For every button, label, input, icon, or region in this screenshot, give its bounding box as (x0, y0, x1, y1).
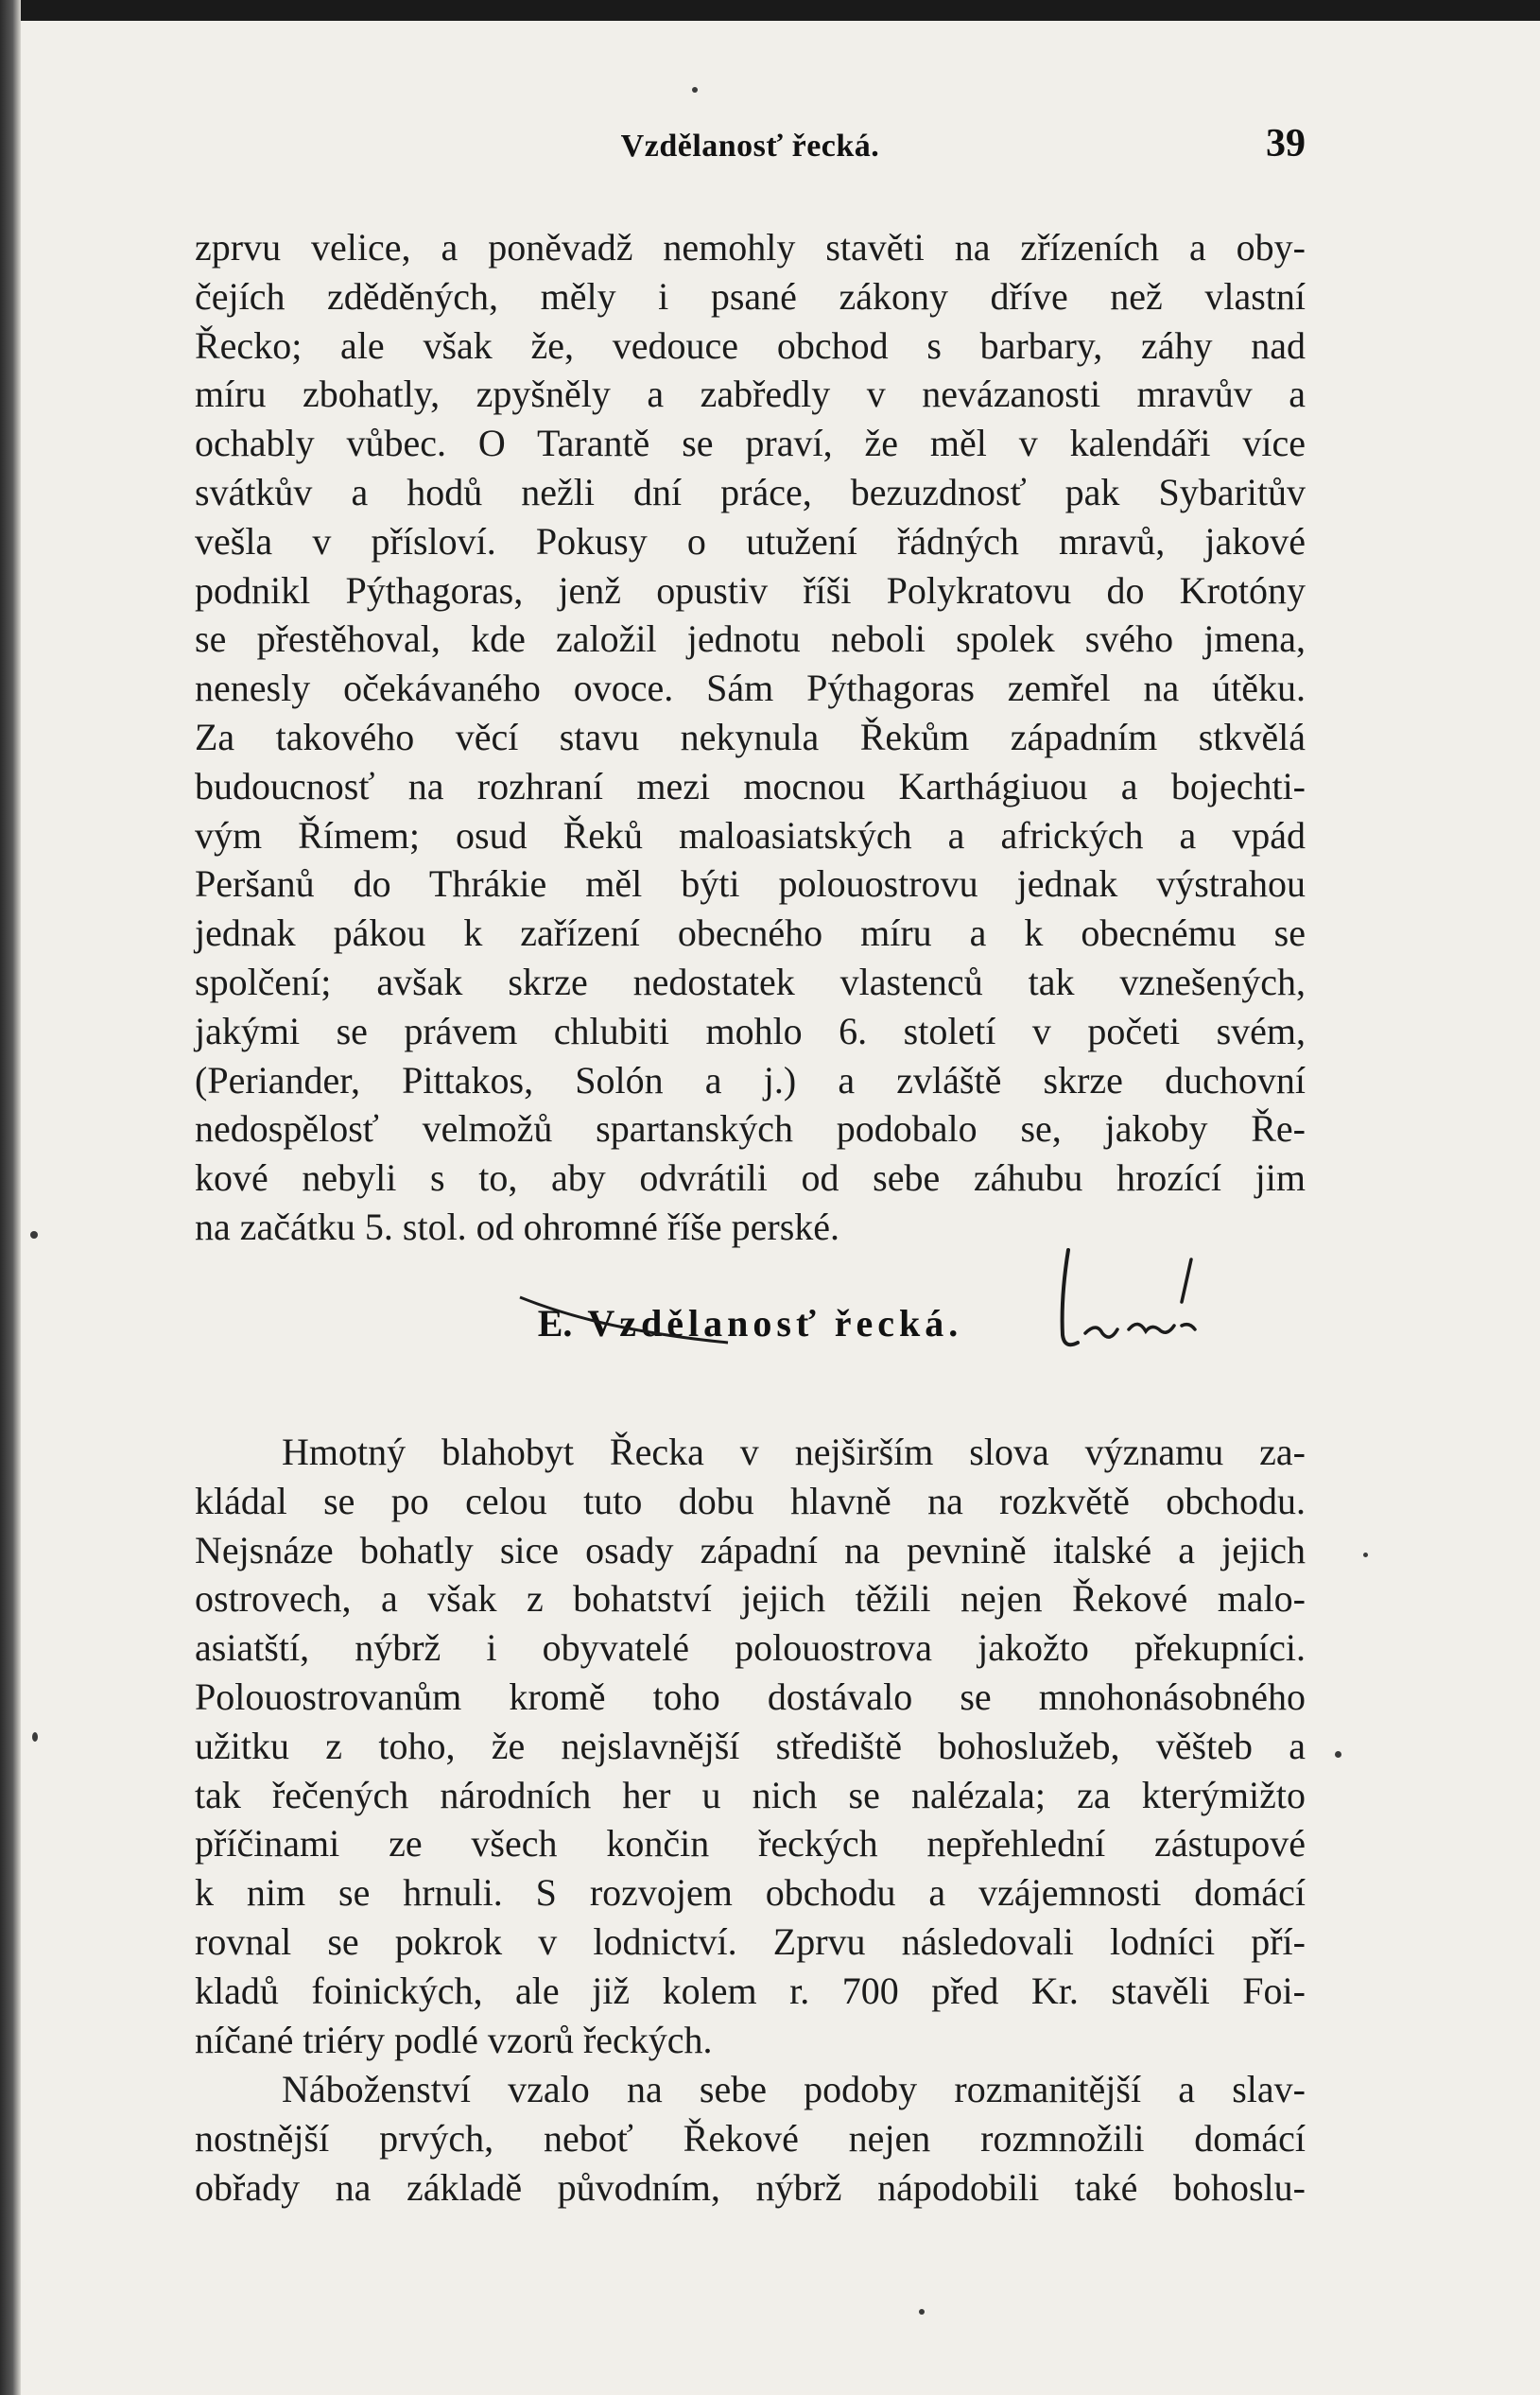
running-head (195, 121, 1306, 170)
text-line: míru zbohatly, zpyšněly a zabředly v nevázanosti mravův a (195, 373, 1306, 416)
text-line: příčinami ze všech končin řeckých nepřehlední zástupové (195, 1822, 1306, 1866)
text-line: obřady na základě původním, nýbrž nápodobili také bohoslu- (195, 2165, 1306, 2209)
text-line: k nim se hrnuli. S rozvojem obchodu a vzájemnosti domácí (195, 1871, 1306, 1915)
running-head-title: Vzdělanosť řecká. (620, 129, 880, 164)
text-line: (Periander, Pittakos, Solón a j.) a zvláště skrze duchovní (195, 1058, 1306, 1102)
text-line: budoucnosť na rozhraní mezi mocnou Karthágiuou a bojechti- (195, 764, 1306, 807)
text-line: asiatští, nýbrž i obyvatelé polouostrova jakožto překupníci. (195, 1626, 1306, 1670)
paragraph-1 (195, 223, 1306, 1252)
paragraph-2 (195, 1428, 1306, 2064)
text-line: tak řečených národních her u nich se nalézala; za kterýmižto (195, 1773, 1306, 1816)
text-line: nostnější prvých, neboť Řekové nejen rozmnožili domácí (195, 2116, 1306, 2160)
paper-speck (919, 2309, 925, 2315)
text-line: jakými se právem chlubiti mohlo 6. století v početi svém, (195, 1009, 1306, 1052)
text-line: spolčení; avšak skrze nedostatek vlastenců tak vznešených, (195, 960, 1306, 1003)
section-title: Vzdělanosť řecká. (587, 1302, 963, 1345)
paper-speck (692, 87, 698, 93)
text-line: vešla v přísloví. Pokusy o utužení řádných mravů, jakové (195, 519, 1306, 563)
paper-speck (1335, 1751, 1341, 1758)
text-line: rovnal se pokrok v lodnictví. Zprvu následovali lodníci pří- (195, 1919, 1306, 1963)
book-gutter-edge (0, 0, 21, 2395)
text-line: Peršanů do Thrákie měl býti polouostrovu jednak výstrahou (195, 862, 1306, 906)
text-line: čejích zděděných, měly i psané zákony dříve než vlastní (195, 274, 1306, 318)
text-line: vým Římem; osud Řeků maloasiatských a afrických a vpád (195, 813, 1306, 857)
text-line: podnikl Pýthagoras, jenž opustiv říši Polykratovu do Krotóny (195, 568, 1306, 612)
text-line: užitku z toho, že nejslavnější střediště bohoslužeb, věšteb a (195, 1724, 1306, 1767)
text-line: svátkův a hodů nežli dní práce, bezuzdnosť pak Sybaritův (195, 470, 1306, 513)
text-line: níčané triéry podlé vzorů řeckých. (195, 2018, 713, 2061)
book-page (21, 21, 1540, 2395)
text-line: zprvu velice, a poněvadž nemohly stavěti na zřízeních a oby- (195, 226, 1306, 269)
text-line: jednak pákou k zařízení obecného míru a k obecnému se (195, 911, 1306, 955)
text-line: Polouostrovanům kromě toho dostávalo se mnohonásobného (195, 1675, 1306, 1718)
text-line: Za takového věcí stavu nekynula Řekům západním stkvělá (195, 715, 1306, 758)
text-line: Náboženství vzalo na sebe podoby rozmanitější a slav- (282, 2068, 1306, 2110)
text-line: nedospělosť velmožů spartanských podobalo se, jakoby Ře- (195, 1107, 1306, 1151)
paper-speck (30, 1231, 38, 1239)
text-line: kové nebyli s to, aby odvrátili od sebe záhubu hrozící jim (195, 1156, 1306, 1200)
text-line: Řecko; ale však že, vedouce obchod s barbary, záhy nad (195, 323, 1306, 367)
paper-speck (1363, 1553, 1368, 1557)
text-line: ostrovech, a však z bohatství jejich těžili nejen Řekové malo- (195, 1577, 1306, 1621)
text-line: nenesly očekávaného ovoce. Sám Pýthagoras zemřel na útěku. (195, 667, 1306, 710)
section-letter: E. (537, 1302, 573, 1345)
handwritten-annotation (1040, 1231, 1229, 1373)
text-line: Hmotný blahobyt Řecka v nejširším slova významu za- (282, 1431, 1306, 1473)
page-number: 39 (1266, 122, 1306, 165)
text-line: na začátku 5. stol. od ohromné říše perské. (195, 1205, 840, 1248)
paper-speck (32, 1732, 38, 1742)
text-line: Nejsnáze bohatly sice osady západní na pevnině italské a jejich (195, 1528, 1306, 1571)
text-line: kladů foinických, ale již kolem r. 700 před Kr. stavěli Foi- (195, 1969, 1306, 2012)
text-line: kládal se po celou tuto dobu hlavně na rozkvětě obchodu. (195, 1479, 1306, 1522)
strikethrough-mark (510, 1288, 737, 1363)
text-line: ochably vůbec. O Tarantě se praví, že měl v kalendáři více (195, 422, 1306, 465)
text-line: se přestěhoval, kde založil jednotu neboli spolek svého jmena, (195, 617, 1306, 661)
paragraph-3 (195, 2065, 1306, 2212)
